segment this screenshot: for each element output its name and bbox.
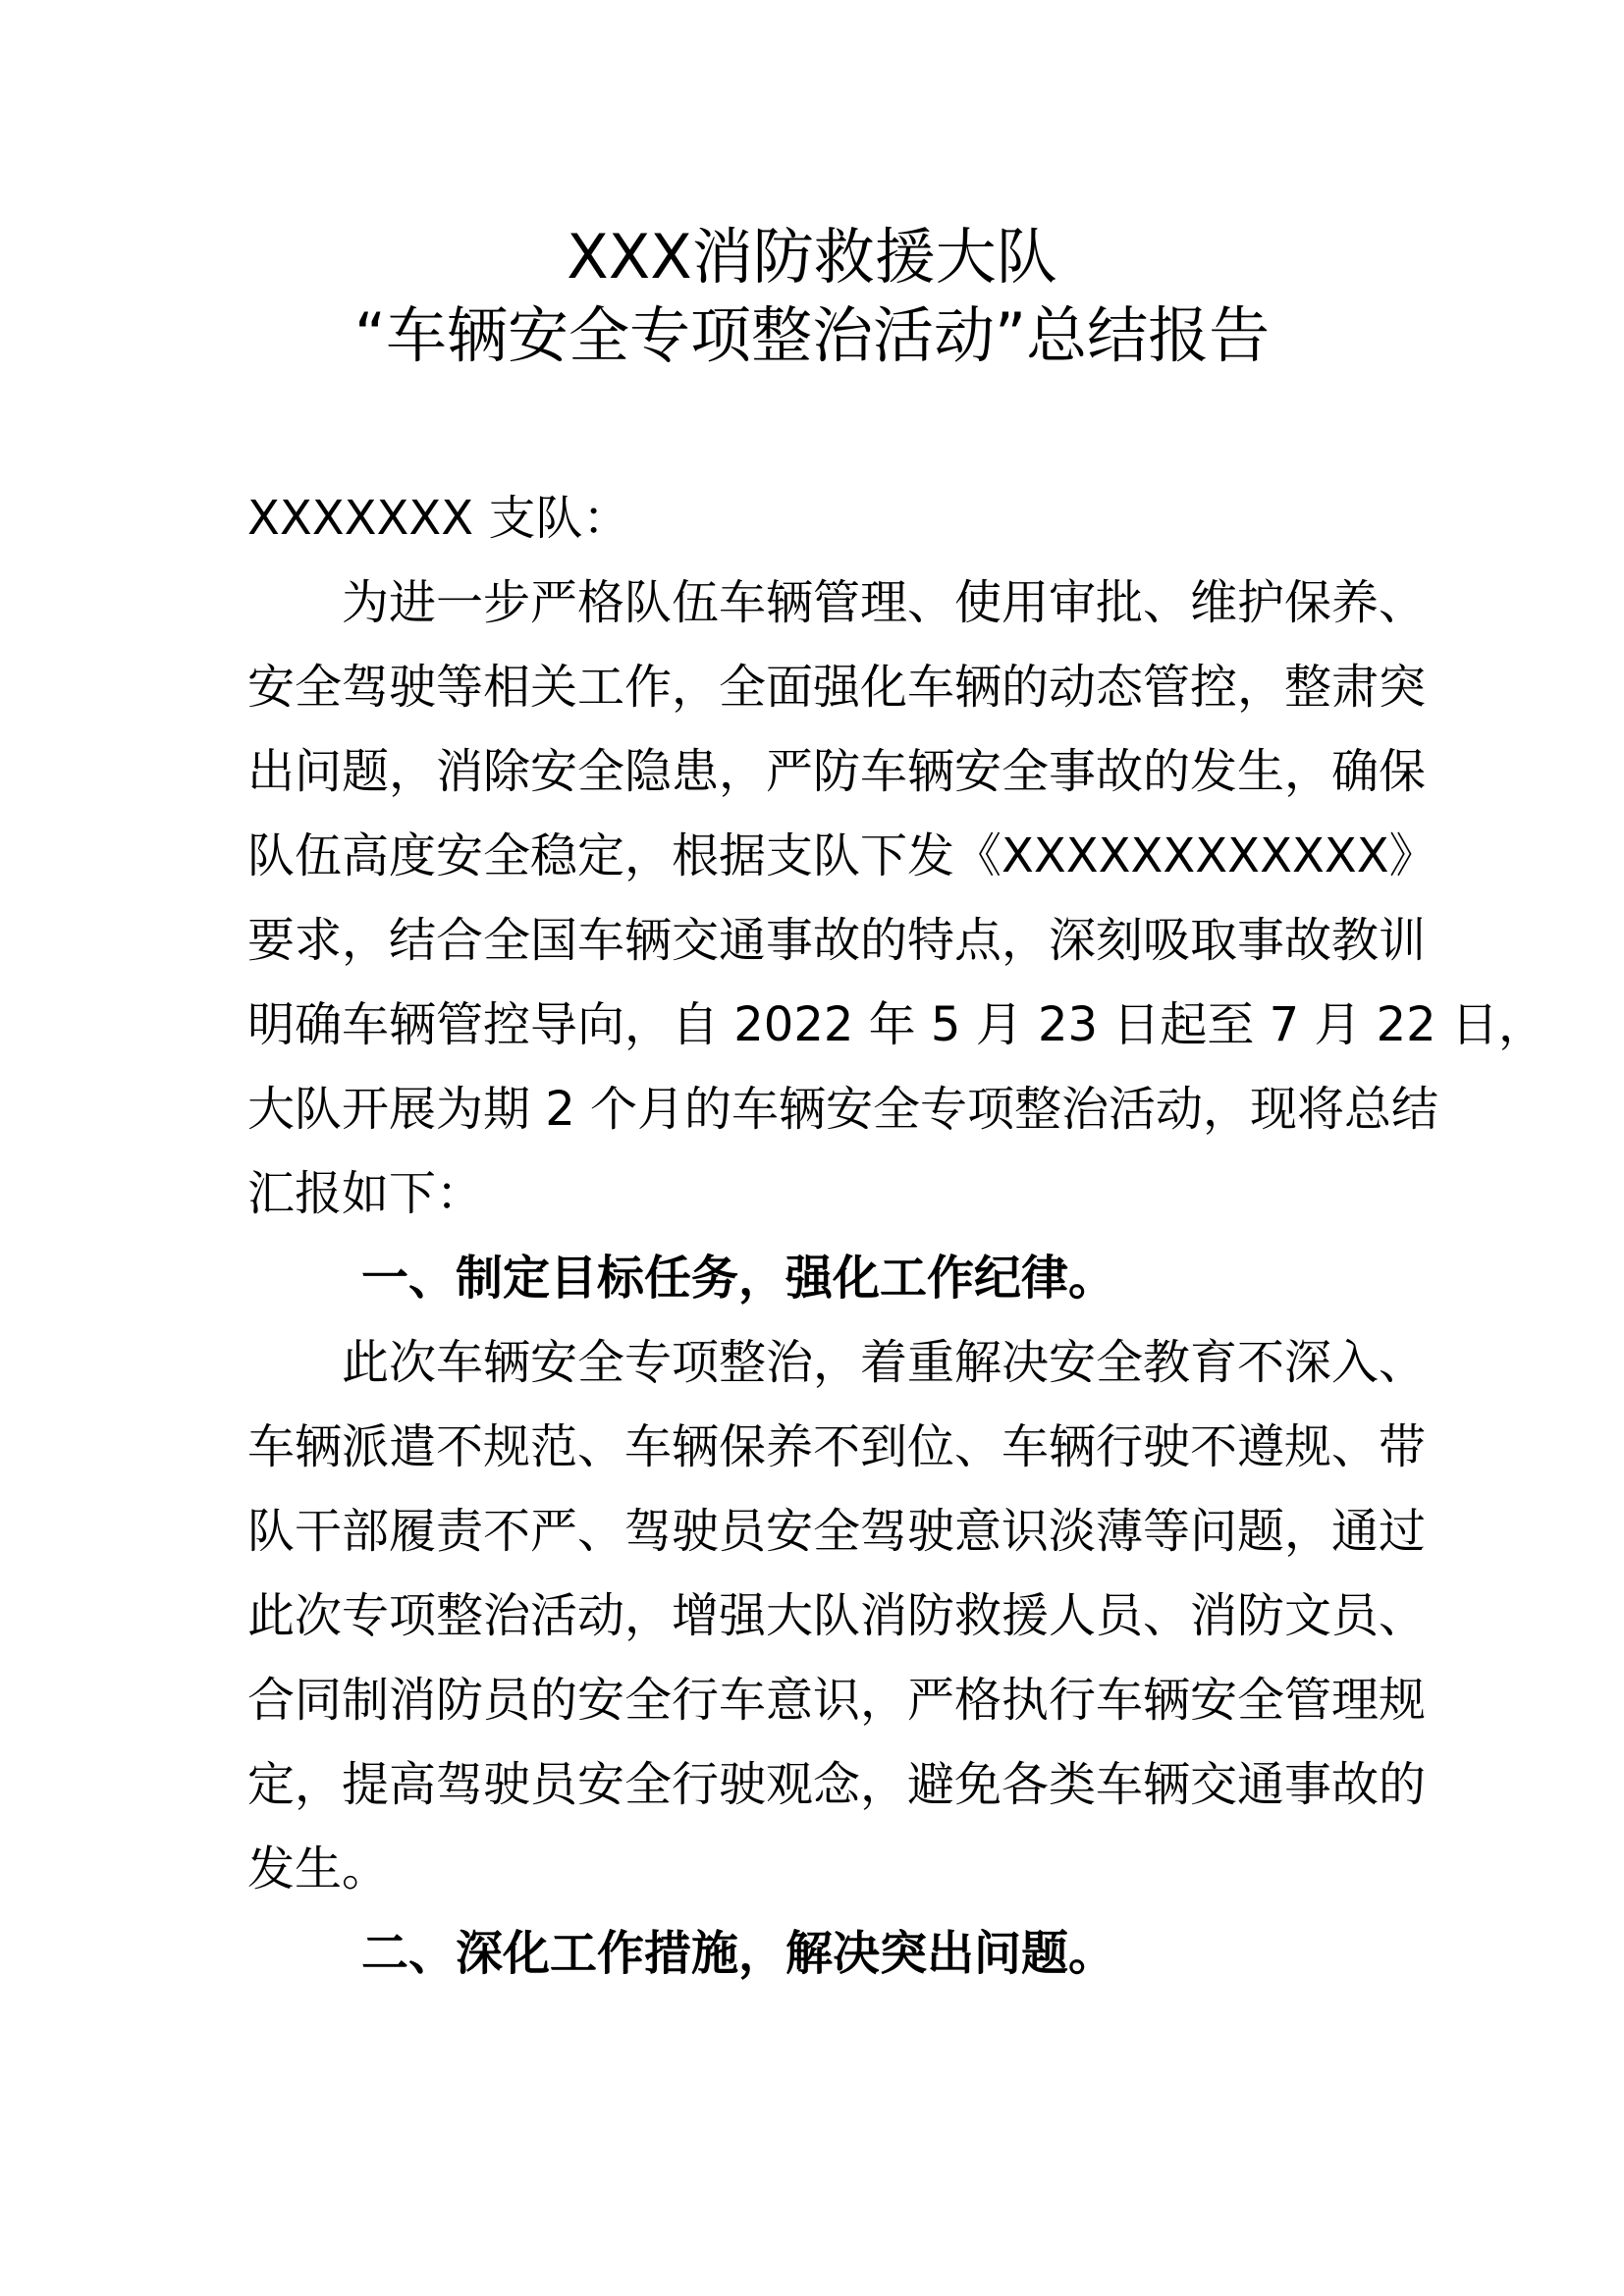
document-title-line-2: “车辆安全专项整治活动”总结报告: [353, 299, 1271, 371]
text-line: 合同制消防员的安全行车意识，严格执行车辆安全管理规: [247, 1673, 1427, 1728]
salutation: XXXXXXX 支队：: [247, 491, 630, 546]
document-title-line-1: XXX消防救援大队: [567, 221, 1057, 293]
section-heading: [247, 1911, 1384, 1996]
paragraph: [247, 561, 1545, 1236]
text-line: 明确车辆管控导向，自 2022 年 5 月 23 日起至 7 月 22 日，: [247, 997, 1545, 1052]
text-line: 为进一步严格队伍车辆管理、使用审批、维护保养、: [342, 575, 1427, 630]
paragraph: [247, 1320, 1427, 1911]
text-line: 车辆派遣不规范、车辆保养不到位、车辆行驶不遵规、带: [247, 1419, 1427, 1474]
text-line: 发生。: [247, 1842, 390, 1896]
heading-line: 一、制定目标任务，强化工作纪律。: [361, 1251, 1116, 1306]
section-heading: [247, 1236, 1384, 1320]
document-body: [247, 476, 1545, 1996]
text-line: 出问题，消除安全隐患，严防车辆安全事故的发生，确保: [247, 744, 1427, 799]
text-line: 大队开展为期 2 个月的车辆安全专项整治活动，现将总结: [247, 1082, 1439, 1137]
text-line: 队干部履责不严、驾驶员安全驾驶意识淡薄等问题，通过: [247, 1504, 1427, 1559]
text-line: 此次车辆安全专项整治，着重解决安全教育不深入、: [342, 1335, 1427, 1390]
text-line: 安全驾驶等相关工作，全面强化车辆的动态管控，整肃突: [247, 660, 1427, 715]
text-line: 定，提高驾驶员安全行驶观念，避免各类车辆交通事故的: [247, 1757, 1427, 1812]
text-line: 要求，结合全国车辆交通事故的特点，深刻吸取事故教训: [247, 913, 1427, 968]
text-line: 汇报如下：: [247, 1166, 484, 1221]
text-line: 队伍高度安全稳定，根据支队下发《XXXXXXXXXXXX》: [247, 828, 1436, 883]
heading-line: 二、深化工作措施，解决突出问题。: [361, 1926, 1116, 1981]
text-line: 此次专项整治活动，增强大队消防救援人员、消防文员、: [247, 1588, 1427, 1643]
